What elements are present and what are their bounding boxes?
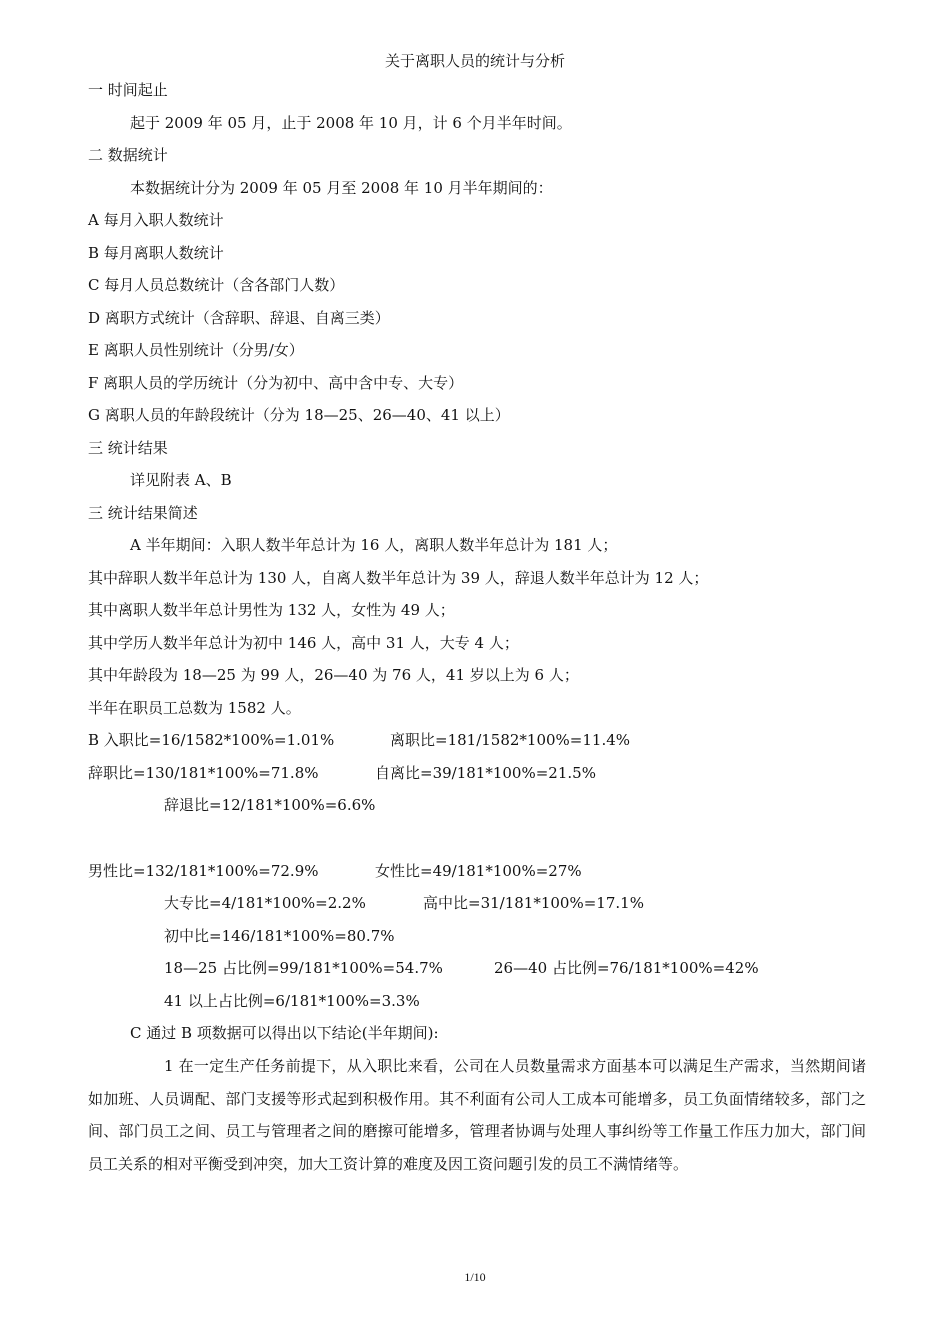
- section-3-text: 详见附表 A、B: [130, 471, 232, 489]
- document-title: 关于离职人员的统计与分析: [384, 52, 565, 70]
- stat-item-c: C 每月人员总数统计（含各部门人数）: [88, 276, 345, 294]
- section-2-intro: 本数据统计分为 2009 年 05 月至 2008 年 10 月半年期间的：: [130, 179, 553, 197]
- page-number: 1/10: [464, 1270, 486, 1284]
- ratio-age-26-40: 26—40 占比例=76/181*100%=42%: [494, 959, 759, 977]
- stat-item-f: F 离职人员的学历统计（分为初中、高中含中专、大专）: [88, 374, 464, 392]
- ratio-age-41-plus: 41 以上占比例=6/181*100%=3.3%: [164, 992, 420, 1010]
- ratio-high-school: 高中比=31/181*100%=17.1%: [423, 894, 644, 912]
- conclusion-paragraph-1: 1 在一定生产任务前提下，从入职比来看，公司在人员数量需求方面基本可以满足生产需求，当然期间诸如加班、人员调配、部门支援等形式起到积极作用。其不利面有公司人工成本可能增多，员工负面情绪较多，部门之间、部门员工之间、员工与管理者之间的磨擦可能增多，管理者协调与处理人事纠纷等工作量工作压力加大，部门间员工关系的相对平衡受到冲突，加大工资计算的难度及因工资问题引发的员工不满情绪等。: [88, 1057, 866, 1173]
- ratio-entry: B 入职比=16/1582*100%=1.01%: [88, 731, 335, 749]
- stat-item-b: B 每月离职人数统计: [88, 244, 224, 262]
- ratio-male: 男性比=132/181*100%=72.9%: [88, 862, 319, 880]
- ratio-female: 女性比=49/181*100%=27%: [375, 862, 582, 880]
- section-2-heading: 二 数据统计: [88, 146, 168, 164]
- stat-item-d: D 离职方式统计（含辞职、辞退、自离三类）: [88, 309, 390, 327]
- summary-c-intro: C 通过 B 项数据可以得出以下结论(半年期间):: [130, 1024, 439, 1042]
- ratio-junior: 初中比=146/181*100%=80.7%: [164, 927, 395, 945]
- stat-item-g: G 离职人员的年龄段统计（分为 18—25、26—40、41 以上）: [88, 406, 510, 424]
- summary-a-line-1: 其中辞职人数半年总计为 130 人，自离人数半年总计为 39 人，辞退人数半年总计为 12 人；: [88, 569, 709, 587]
- summary-a-line-5: 半年在职员工总数为 1582 人。: [88, 699, 301, 717]
- ratio-self-leave: 自离比=39/181*100%=21.5%: [375, 764, 596, 782]
- stat-item-a: A 每月入职人数统计: [88, 211, 224, 229]
- ratio-age-18-25: 18—25 占比例=99/181*100%=54.7%: [164, 959, 443, 977]
- ratio-college: 大专比=4/181*100%=2.2%: [164, 894, 366, 912]
- section-4-heading: 三 统计结果简述: [88, 504, 198, 522]
- ratio-leave: 离职比=181/1582*100%=11.4%: [390, 731, 631, 749]
- summary-a-intro: A 半年期间：入职人数半年总计为 16 人，离职人数半年总计为 181 人；: [130, 536, 618, 554]
- summary-a-line-4: 其中年龄段为 18—25 为 99 人，26—40 为 76 人，41 岁以上为 6 人；: [88, 666, 579, 684]
- ratio-dismiss: 辞退比=12/181*100%=6.6%: [164, 796, 376, 814]
- section-1-heading: 一 时间起止: [88, 81, 168, 99]
- stat-item-e: E 离职人员性别统计（分男/女）: [88, 341, 304, 359]
- summary-a-line-3: 其中学历人数半年总计为初中 146 人，高中 31 人，大专 4 人；: [88, 634, 519, 652]
- ratio-resign: 辞职比=130/181*100%=71.8%: [88, 764, 319, 782]
- section-1-text: 起于 2009 年 05 月，止于 2008 年 10 月，计 6 个月半年时间。: [130, 114, 572, 132]
- section-3-heading: 三 统计结果: [88, 439, 168, 457]
- summary-a-line-2: 其中离职人数半年总计男性为 132 人，女性为 49 人；: [88, 601, 455, 619]
